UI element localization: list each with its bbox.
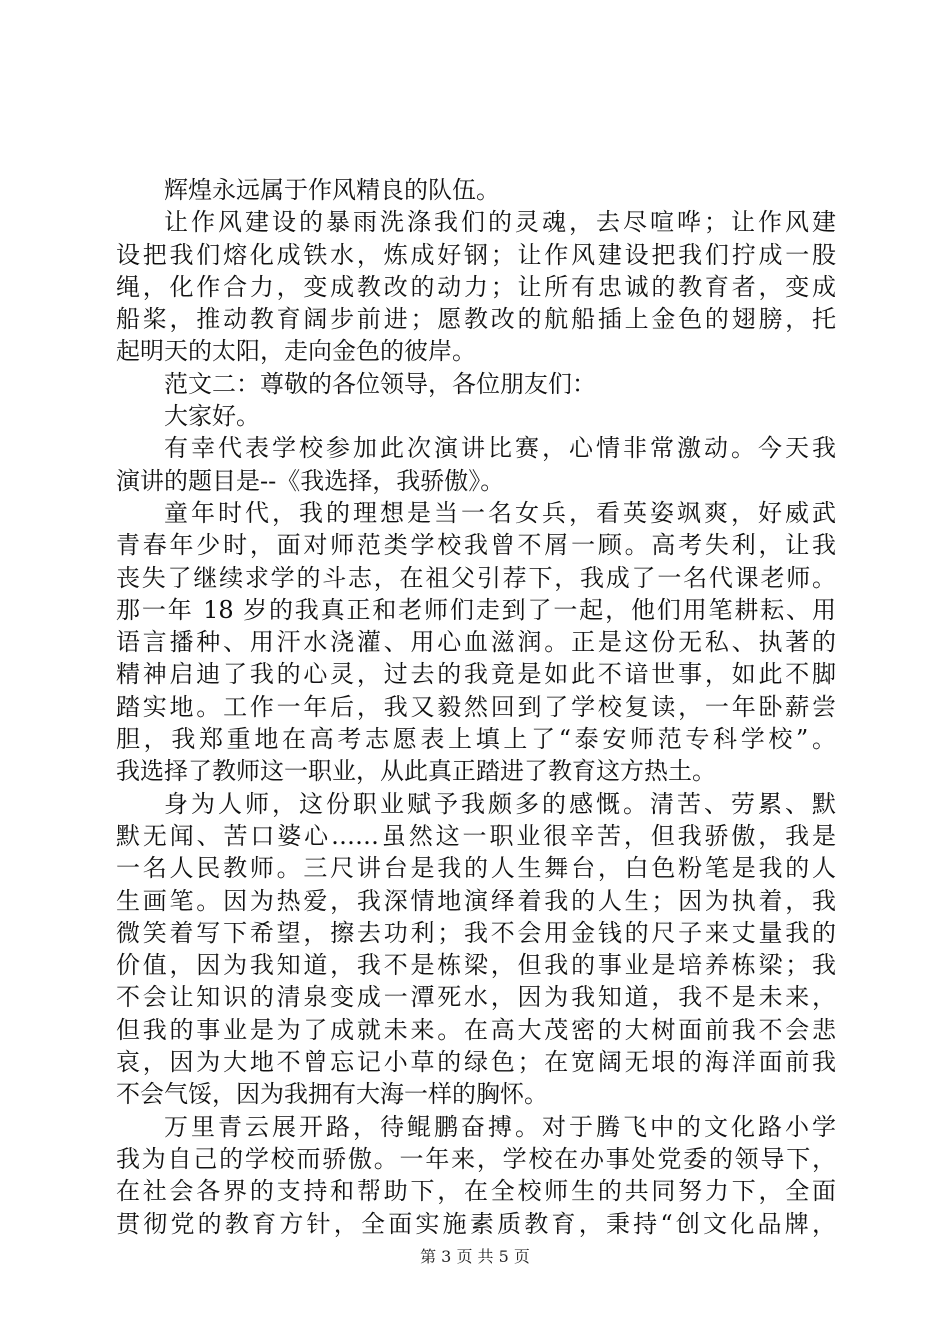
- body-text: [116, 174, 836, 1240]
- text-line: 大家好。: [164, 402, 260, 431]
- text-line: 胆，我郑重地在高考志愿表上填上了“泰安师范专科学校”。: [116, 725, 836, 754]
- text-line: 那一年 18 岁的我真正和老师们走到了一起，他们用笔耕耘、用: [116, 595, 836, 624]
- text-line: 范文二：尊敬的各位领导，各位朋友们：: [164, 369, 596, 398]
- page-number-footer: 第 3 页 共 5 页: [420, 1247, 530, 1266]
- text-line: 船桨，推动教育阔步前进；愿教改的航船插上金色的翅膀，托: [116, 305, 836, 334]
- text-line: 踏实地。工作一年后，我又毅然回到了学校复读，一年卧薪尝: [116, 692, 836, 721]
- text-line: 语言播种、用汗水浇灌、用心血滋润。正是这份无私、执著的: [116, 628, 836, 657]
- text-line: 设把我们熔化成铁水，炼成好钢；让作风建设把我们拧成一股: [116, 240, 836, 269]
- text-line: 在社会各界的支持和帮助下，在全校师生的共同努力下，全面: [116, 1177, 836, 1206]
- text-line: 万里青云展开路，待鲲鹏奋搏。对于腾飞中的文化路小学: [164, 1112, 836, 1141]
- text-line: 让作风建设的暴雨洗涤我们的灵魂，去尽喧哗；让作风建: [164, 208, 836, 237]
- text-line: 贯彻党的教育方针，全面实施素质教育，秉持“创文化品牌，: [116, 1209, 836, 1238]
- text-line: 微笑着写下希望，擦去功利；我不会用金钱的尺子来丈量我的: [116, 918, 836, 947]
- text-line: 青春年少时，面对师范类学校我曾不屑一顾。高考失利，让我: [116, 531, 836, 560]
- text-line: 一名人民教师。三尺讲台是我的人生舞台，白色粉笔是我的人: [116, 854, 836, 883]
- text-line: 辉煌永远属于作风精良的队伍。: [164, 176, 500, 204]
- text-line: 不会让知识的清泉变成一潭死水，因为我知道，我不是未来，: [116, 983, 836, 1012]
- text-line: 精神启迪了我的心灵，过去的我竟是如此不谙世事，如此不脚: [116, 660, 836, 689]
- text-line: 童年时代，我的理想是当一名女兵，看英姿飒爽，好威武: [164, 498, 836, 527]
- text-line: 但我的事业是为了成就未来。在高大茂密的大树面前我不会悲: [116, 1015, 836, 1044]
- text-line: 价值，因为我知道，我不是栋梁，但我的事业是培养栋梁；我: [116, 951, 836, 980]
- text-line: 身为人师，这份职业赋予我颇多的感慨。清苦、劳累、默: [164, 789, 836, 818]
- text-line: 我选择了教师这一职业，从此真正踏进了教育这方热土。: [116, 757, 716, 786]
- text-line: 不会气馁，因为我拥有大海一样的胸怀。: [116, 1080, 548, 1109]
- text-line: 丧失了继续求学的斗志，在祖父引荐下，我成了一名代课老师。: [116, 563, 836, 592]
- text-line: 有幸代表学校参加此次演讲比赛，心情非常激动。今天我: [164, 434, 836, 463]
- text-line: 哀，因为大地不曾忘记小草的绿色；在宽阔无垠的海洋面前我: [116, 1048, 836, 1077]
- text-line: 起明天的太阳，走向金色的彼岸。: [116, 337, 476, 366]
- text-line: 生画笔。因为热爱，我深情地演绎着我的人生；因为执着，我: [116, 886, 836, 915]
- text-line: 我为自己的学校而骄傲。一年来，学校在办事处党委的领导下，: [116, 1144, 836, 1173]
- text-line: 默无闻、苦口婆心……虽然这一职业很辛苦，但我骄傲，我是: [116, 821, 836, 850]
- text-line: 演讲的题目是--《我选择，我骄傲》。: [116, 466, 505, 495]
- text-line: 绳，化作合力，变成教改的动力；让所有忠诚的教育者，变成: [116, 272, 836, 301]
